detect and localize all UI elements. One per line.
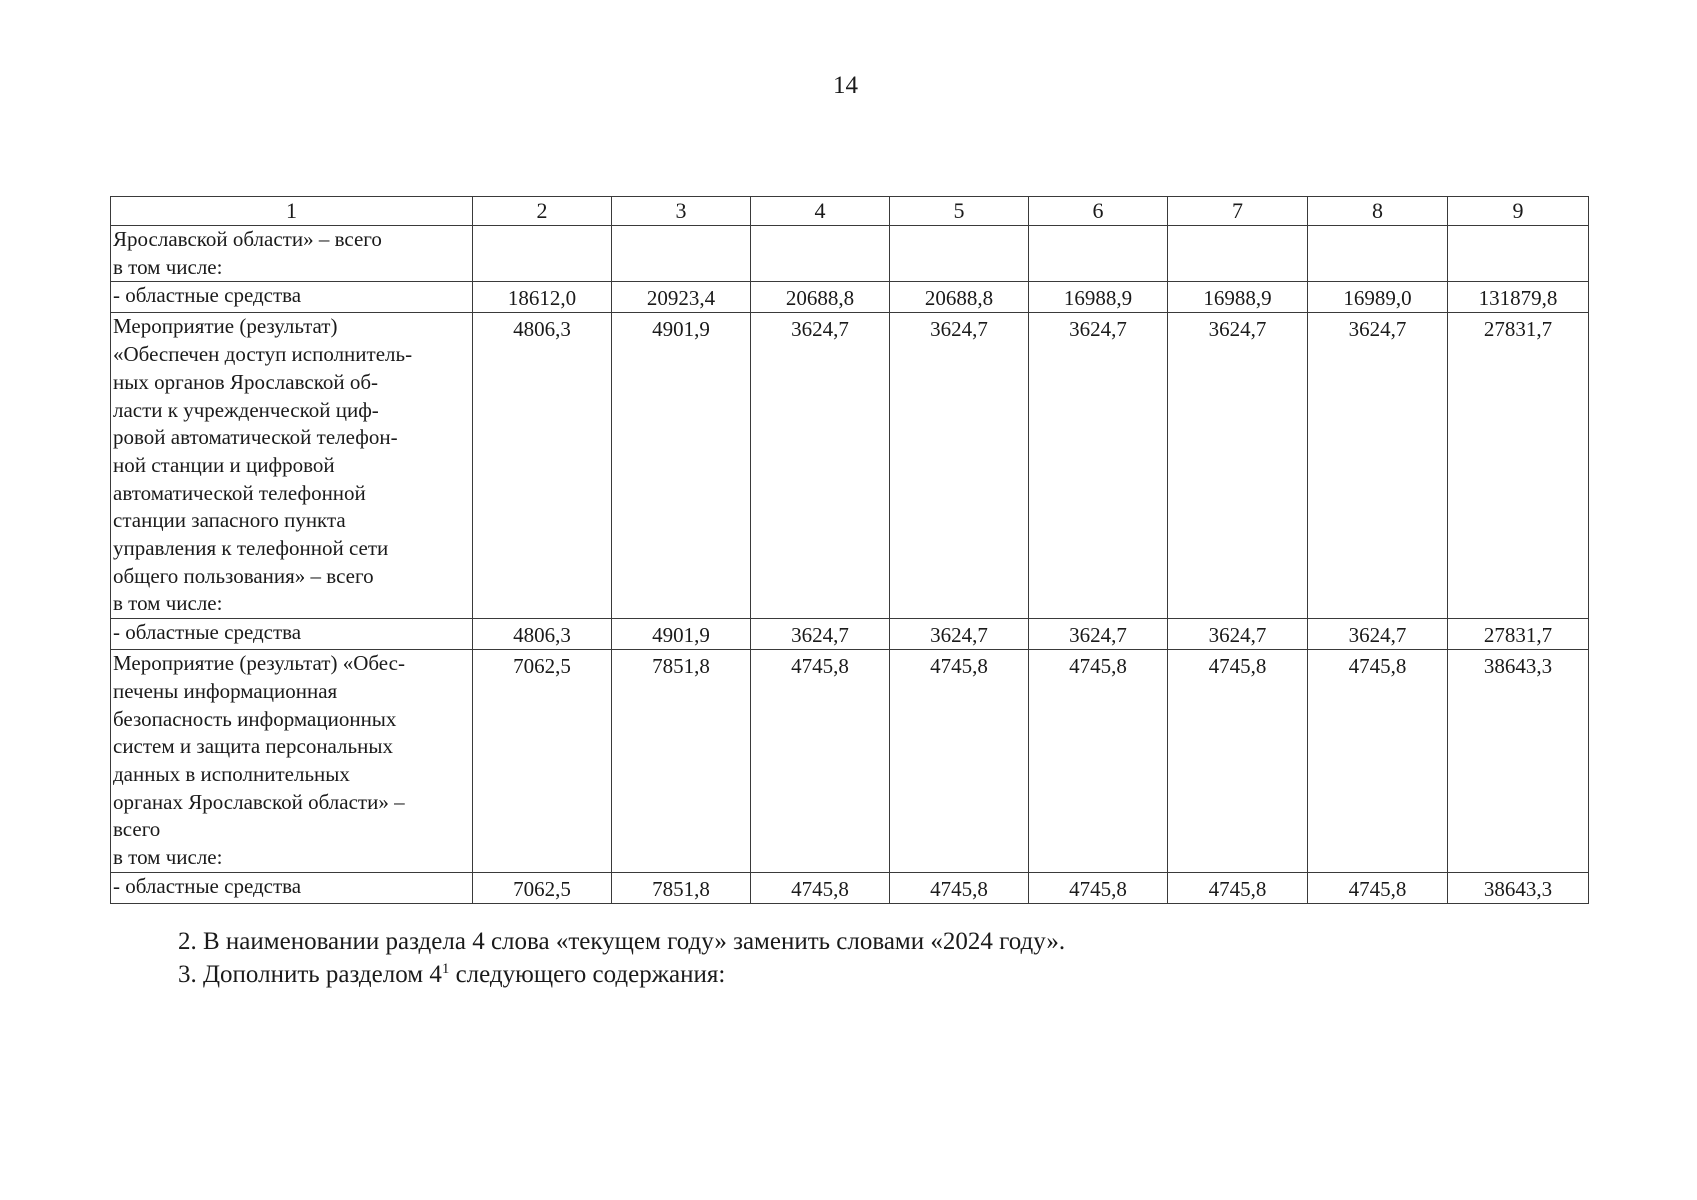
paragraph-2: 2. В наименовании раздела 4 слова «текущем году» заменить словами «2024 году».	[178, 928, 1066, 955]
value-cell: 3624,7	[890, 313, 1029, 619]
amendment-text	[178, 925, 1065, 991]
value-cell	[1168, 226, 1308, 282]
value-cell: 7062,5	[473, 872, 612, 903]
paragraph-3-start: 3. Дополнить разделом 4	[178, 961, 442, 988]
value-cell: 3624,7	[1308, 313, 1448, 619]
value-cell	[1308, 226, 1448, 282]
value-cell	[473, 226, 612, 282]
column-header: 5	[890, 197, 1029, 226]
section-superscript: 1	[441, 961, 450, 977]
value-cell: 3624,7	[1029, 619, 1168, 650]
column-header: 4	[751, 197, 890, 226]
paragraph-3	[178, 958, 1065, 991]
value-cell: 4745,8	[1308, 650, 1448, 873]
row-label-line: станции запасного пункта	[113, 508, 346, 533]
column-header: 8	[1308, 197, 1448, 226]
page-number: 14	[833, 72, 858, 99]
value-cell: 18612,0	[473, 282, 612, 313]
row-label-line: - областные средства	[113, 873, 302, 898]
value-cell: 4745,8	[1308, 872, 1448, 903]
value-cell: 20688,8	[751, 282, 890, 313]
value-cell: 4745,8	[1168, 872, 1308, 903]
row-label-line: в том числе:	[113, 591, 223, 616]
value-cell: 4745,8	[1029, 872, 1168, 903]
value-cell: 20923,4	[612, 282, 751, 313]
value-cell: 27831,7	[1448, 313, 1589, 619]
row-label	[111, 282, 473, 313]
value-cell: 3624,7	[890, 619, 1029, 650]
value-cell: 3624,7	[751, 619, 890, 650]
paragraph-3-end: следующего содержания:	[449, 961, 726, 988]
column-header: 1	[111, 197, 473, 226]
column-header: 2	[473, 197, 612, 226]
value-cell: 4745,8	[890, 872, 1029, 903]
value-cell: 38643,3	[1448, 650, 1589, 873]
row-label-line: - областные средства	[113, 620, 302, 645]
value-cell: 4745,8	[751, 872, 890, 903]
row-label-line: ных органов Ярославской об-	[113, 369, 379, 394]
row-label-line: в том числе:	[113, 845, 223, 870]
table-row	[111, 226, 1589, 282]
row-label	[111, 313, 473, 619]
table-row	[111, 619, 1589, 650]
row-label	[111, 872, 473, 903]
value-cell: 27831,7	[1448, 619, 1589, 650]
row-label-line: безопасность информационных	[113, 706, 397, 731]
budget-table	[110, 196, 1589, 904]
row-label-line: Ярославской области» – всего	[113, 227, 382, 251]
value-cell: 3624,7	[1168, 619, 1308, 650]
column-header: 6	[1029, 197, 1168, 226]
table-row	[111, 313, 1589, 619]
value-cell: 38643,3	[1448, 872, 1589, 903]
value-cell: 4806,3	[473, 619, 612, 650]
row-label-line: данных в исполнительных	[113, 761, 350, 786]
row-label-line: автоматической телефонной	[113, 480, 366, 505]
value-cell	[890, 226, 1029, 282]
row-label-line: ласти к учрежденческой циф-	[113, 397, 379, 422]
row-label	[111, 226, 473, 282]
value-cell: 3624,7	[1168, 313, 1308, 619]
value-cell	[1029, 226, 1168, 282]
column-header: 3	[612, 197, 751, 226]
value-cell: 7851,8	[612, 872, 751, 903]
row-label-line: «Обеспечен доступ исполнитель-	[113, 342, 413, 367]
table-row	[111, 650, 1589, 873]
row-label-line: Мероприятие (результат)	[113, 314, 338, 339]
value-cell: 16988,9	[1029, 282, 1168, 313]
value-cell: 4745,8	[890, 650, 1029, 873]
value-cell	[751, 226, 890, 282]
table-row	[111, 282, 1589, 313]
table-row	[111, 872, 1589, 903]
row-label-line: Мероприятие (результат) «Обес-	[113, 651, 405, 676]
value-cell: 3624,7	[1029, 313, 1168, 619]
value-cell: 131879,8	[1448, 282, 1589, 313]
row-label-line: управления к телефонной сети	[113, 536, 389, 561]
row-label-line: в том числе:	[113, 254, 223, 279]
value-cell: 7062,5	[473, 650, 612, 873]
row-label-line: ровой автоматической телефон-	[113, 425, 398, 450]
value-cell: 3624,7	[1308, 619, 1448, 650]
row-label-line: ной станции и цифровой	[113, 452, 335, 477]
table-body	[111, 226, 1589, 904]
value-cell: 4745,8	[1029, 650, 1168, 873]
value-cell	[1448, 226, 1589, 282]
value-cell: 20688,8	[890, 282, 1029, 313]
value-cell: 3624,7	[751, 313, 890, 619]
row-label-line: всего	[113, 817, 161, 842]
row-label	[111, 619, 473, 650]
value-cell: 4901,9	[612, 313, 751, 619]
column-header: 7	[1168, 197, 1308, 226]
value-cell: 7851,8	[612, 650, 751, 873]
value-cell: 4901,9	[612, 619, 751, 650]
row-label-line: - областные средства	[113, 283, 302, 308]
row-label-line: систем и защита персональных	[113, 734, 393, 759]
value-cell	[612, 226, 751, 282]
value-cell: 4745,8	[1168, 650, 1308, 873]
table-header-row	[111, 197, 1589, 226]
value-cell: 4745,8	[751, 650, 890, 873]
value-cell: 16988,9	[1168, 282, 1308, 313]
row-label-line: печены информационная	[113, 678, 338, 703]
column-header: 9	[1448, 197, 1589, 226]
row-label-line: органах Ярославской области» –	[113, 789, 405, 814]
value-cell: 4806,3	[473, 313, 612, 619]
value-cell: 16989,0	[1308, 282, 1448, 313]
row-label-line: общего пользования» – всего	[113, 563, 374, 588]
row-label	[111, 650, 473, 873]
